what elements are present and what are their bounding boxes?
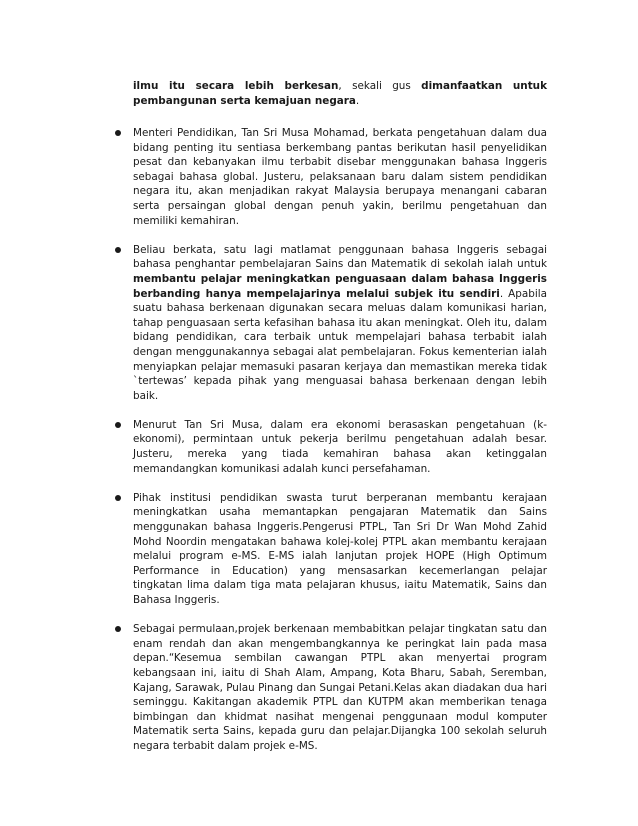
bullet-icon — [115, 422, 121, 428]
bullet-item — [133, 126, 547, 228]
intro-paragraph — [133, 79, 547, 108]
bullet-text: Menurut Tan Sri Musa, dalam era ekonomi berasaskan pengetahuan (k-ekonomi), permintaan untuk pekerja berilmu pengetahuan adalah besar. Justeru, mereka yang tiada kemahiran bahasa akan ketinggalan memandangkan komunikasi adalah kunci persefahaman. — [133, 418, 547, 475]
bullet-icon — [115, 626, 121, 632]
intro-bold-phrase-2: dimanfaatkan untuk pembangunan serta kemajuan negara — [133, 80, 547, 107]
bullet-item — [133, 622, 547, 753]
bullet-text-after: . Apabila suatu bahasa berkenaan digunakan secara meluas dalam komunikasi harian, tahap penguasaan serta kefasihan bahasa itu akan meningkat. Oleh itu, dalam bidang pendidikan, cara terbaik untuk mempelajari bahasa terbabit ialah dengan menggunakannya sebagai alat pembelajaran. Fokus kementerian ialah menyiapkan pelajar memasuki pasaran kerjaya dan memastikan mereka tidak `tertewas’ kepada pihak yang menguasai bahasa berkenaan dengan lebih baik. — [133, 287, 547, 402]
bullet-icon — [115, 247, 121, 253]
bullet-text: Beliau berkata, satu lagi matlamat penggunaan bahasa Inggeris sebagai bahasa penghantar pembelajaran Sains dan Matematik di sekolah ialah untuk — [133, 243, 547, 271]
intro-text-end: . — [355, 94, 360, 107]
bullet-item — [133, 491, 547, 608]
bullet-bold-text: membantu pelajar meningkatkan penguasaan dalam bahasa Inggeris berbanding hanya mempelajarinya melalui subjek itu sendiri — [133, 272, 547, 300]
intro-bold-phrase: ilmu itu secara lebih berkesan — [133, 80, 339, 92]
intro-text: , sekali gus — [338, 80, 422, 92]
bullet-icon — [115, 495, 121, 501]
bullet-item — [133, 243, 547, 404]
bullet-list — [133, 126, 547, 768]
bullet-text: Pihak institusi pendidikan swasta turut berperanan membantu kerajaan meningkatkan usaha memantapkan pengajaran Matematik dan Sains menggunakan bahasa Inggeris.Pengerusi PTPL, Tan Sri Dr Wan Mohd Zahid Mohd Noordin mengatakan bahawa kolej-kolej PTPL akan membantu kerajaan melalui program e-MS. E-MS ialah lanjutan projek HOPE (High Optimum Performance in Education) yang mensasarkan kecemerlangan pelajar tingkatan lima dalam tiga mata pelajaran khusus, iaitu Matematik, Sains dan Bahasa Inggeris. — [133, 491, 547, 606]
bullet-text: Menteri Pendidikan, Tan Sri Musa Mohamad, berkata pengetahuan dalam dua bidang penting itu sentiasa berkembang pantas berikutan hasil penyelidikan pesat dan kebanyakan ilmu terbabit disebar menggunakan bahasa Inggeris sebagai bahasa global. Justeru, pelaksanaan baru dalam sistem pendidikan negara itu, akan menjadikan rakyat Malaysia berupaya menangani cabaran serta persaingan global dengan penuh yakin, berilmu pengetahuan dan memiliki kemahiran. — [133, 127, 547, 227]
bullet-icon — [115, 130, 121, 136]
bullet-text: Sebagai permulaan,projek berkenaan membabitkan pelajar tingkatan satu dan enam rendah dan akan mengembangkannya ke peringkat lain pada masa depan.“Kesemua sembilan cawangan PTPL akan menyertai program kebangsaan ini, iaitu di Shah Alam, Ampang, Kota Bharu, Sabah, Seremban, Kajang, Sarawak, Pulau Pinang dan Sungai Petani.Kelas akan diadakan dua hari seminggu. Kakitangan akademik PTPL dan KUTPM akan memberikan tenaga bimbingan dan khidmat nasihat mengenai penggunaan modul komputer Matematik serta Sains, kepada guru dan pelajar.Dijangka 100 sekolah seluruh negara terbabit dalam projek e-MS. — [133, 623, 547, 752]
bullet-item — [133, 418, 547, 476]
